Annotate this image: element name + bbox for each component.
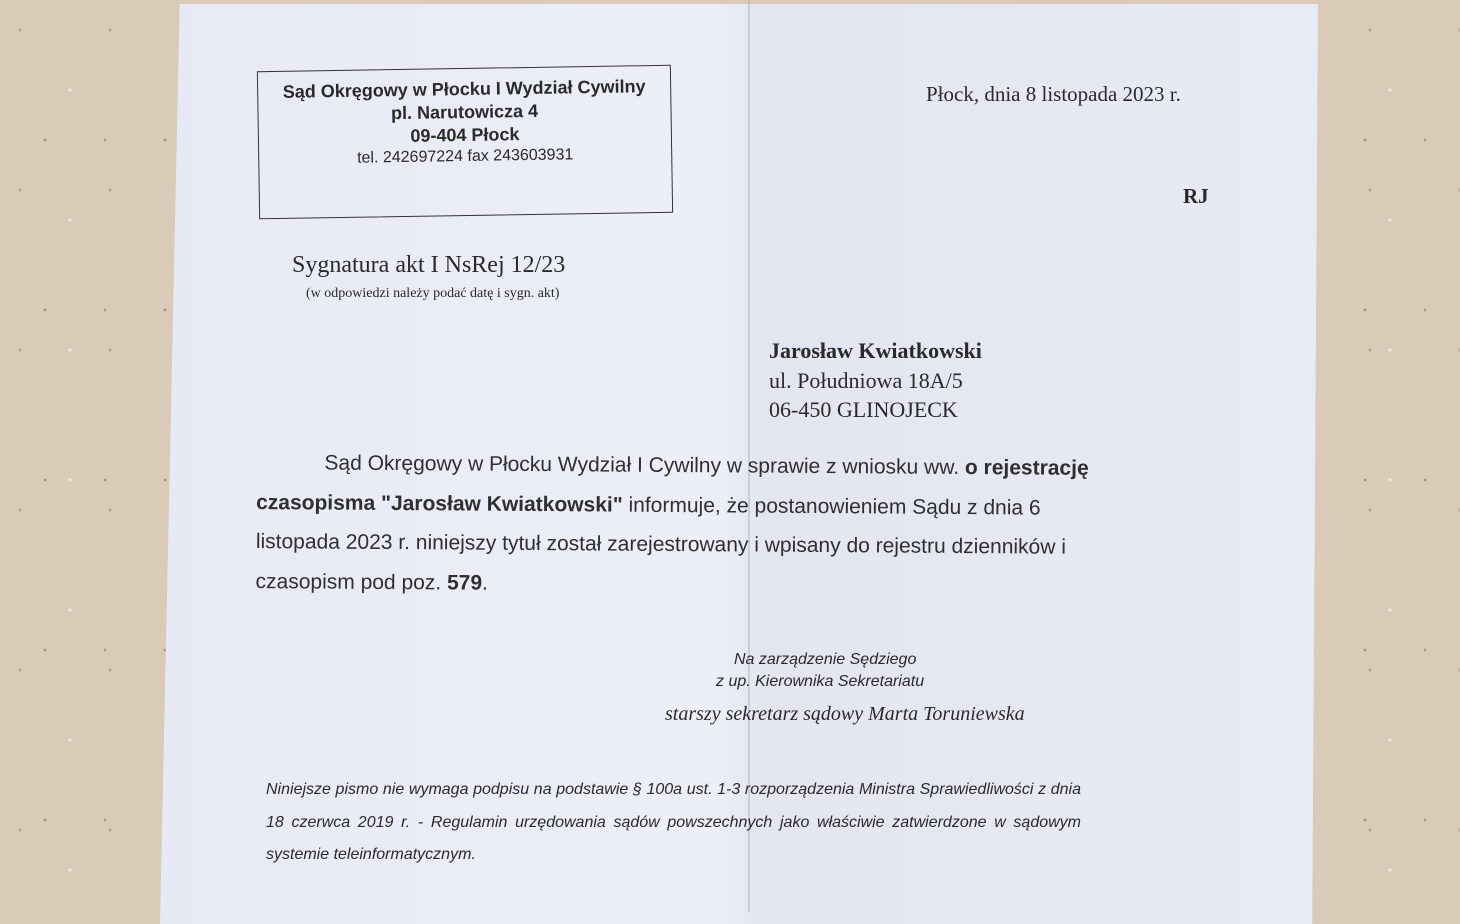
recipient-street: ul. Południowa 18A/5 xyxy=(769,367,963,393)
signoff-line1: Na zarządzenie Sędziego xyxy=(734,651,917,668)
stamp-phone-fax: tel. 242697224 fax 243603931 xyxy=(356,146,574,167)
body-text-part2: informuje, że postanowieniem Sądu z dnia 6 listopada 2023 r. niniejszy tytuł został zarejestrowany i wpisany do rejestru dzienników i czasopism pod poz. xyxy=(255,493,1067,594)
stamp-street: pl. Narutowicza 4 xyxy=(390,100,539,124)
stamp-court-name: Sąd Okręgowy w Płocku I Wydział Cywilny xyxy=(282,76,646,102)
stamp-postal-city: 09-404 Płock xyxy=(410,124,520,146)
recipient-name: Jarosław Kwiatkowski xyxy=(769,338,982,363)
letter-date: Płock, dnia 8 listopada 2023 r. xyxy=(926,82,1181,106)
recipient-address xyxy=(769,336,982,425)
letter-body xyxy=(255,443,1098,607)
case-signature: Sygnatura akt I NsRej 12/23 xyxy=(292,252,566,278)
signer-name: starszy sekretarz sądowy Marta Toruniewska xyxy=(665,703,1025,725)
body-bold-title: o rejestrację czasopisma "Jarosław Kwiatkowski" xyxy=(256,456,1089,517)
body-text-part3: . xyxy=(481,571,489,595)
case-signature-note: (w odpowiedzi należy podać datę i sygn. akt) xyxy=(306,286,560,301)
recipient-city: 06-450 GLINOJECK xyxy=(769,397,958,422)
signoff-line2: z up. Kierownika Sekretariatu xyxy=(716,673,925,690)
court-header-stamp xyxy=(257,65,673,219)
legal-footer-note: Niniejsze pismo nie wymaga podpisu na podstawie § 100a ust. 1-3 rozporządzenia Ministra Sprawiedliwości z dnia 18 czerwca 2019 r. - Regulamin urzędowania sądów powszechnych jako właściwie zatwierdzone w sądowym systemie teleinformatycznym. xyxy=(266,781,1081,863)
body-register-position: 579 xyxy=(446,570,483,595)
body-text-part1: Sąd Okręgowy w Płocku Wydział I Cywilny w sprawie z wniosku ww. xyxy=(324,451,966,480)
clerk-initials: RJ xyxy=(1183,184,1209,208)
